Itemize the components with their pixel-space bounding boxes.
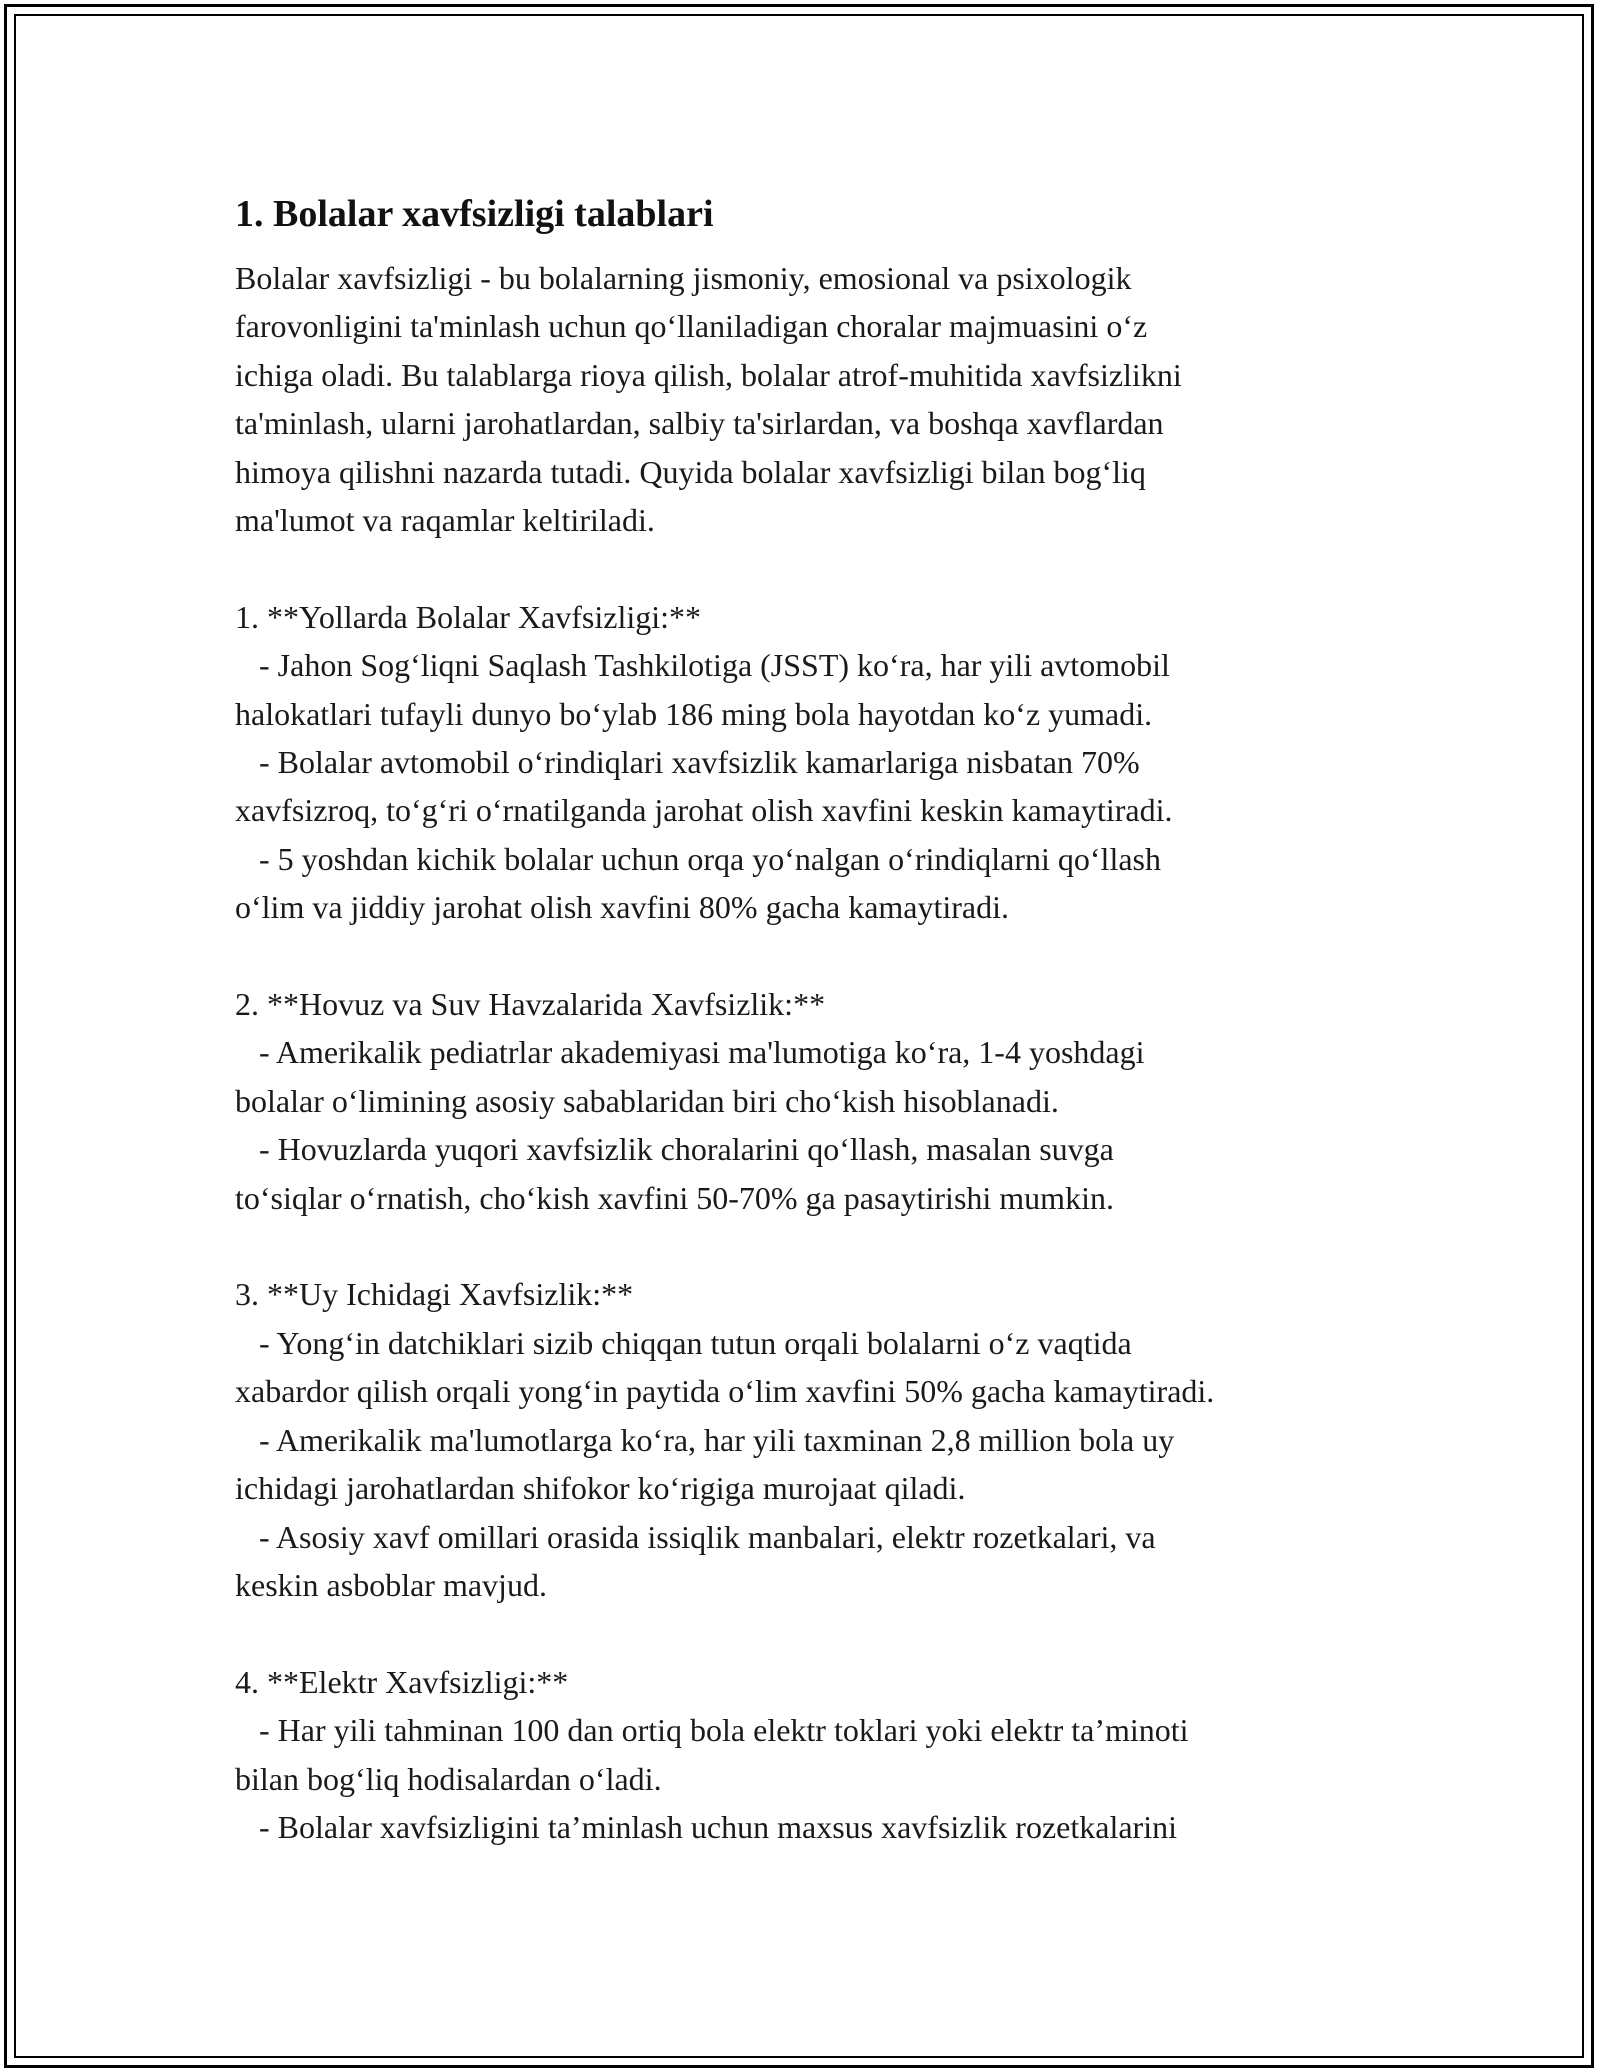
spacer (235, 1609, 1415, 1657)
spacer (235, 932, 1415, 980)
section-body-3: - Yong‘in datchiklari sizib chiqqan tutun orqali bolalarni o‘z vaqtida xabardor qilish orqali yong‘in paytida o‘lim xavfini 50% gacha kamaytiradi. - Amerikalik ma'lumotlarga ko‘ra, har yili taxminan 2,8 million bola uy ichidagi jarohatlardan shifokor ko‘rigiga murojaat qiladi. - Asosiy xavf omillari orasida issiqlik manbalari, elektr rozetkalari, va keskin asboblar mavjud. (235, 1324, 1215, 1603)
section-heading-2: 2. **Hovuz va Suv Havzalarida Xavfsizlik:** (235, 986, 826, 1023)
section-body-2: - Amerikalik pediatrlar akademiyasi ma'lumotiga ko‘ra, 1-4 yoshdagi bolalar o‘limining asosiy sabablaridan biri cho‘kish hisoblanadi. - Hovuzlarda yuqori xavfsizlik choralarini qo‘llash, masalan suvga to‘siqlar o‘rnatish, cho‘kish xavfini 50-70% ga pasaytirishi mumkin. (235, 1034, 1145, 1216)
section-heading-1: 1. **Yollarda Bolalar Xavfsizligi:** (235, 598, 702, 635)
spacer (235, 1222, 1415, 1270)
document-content (235, 188, 1415, 1851)
section-body-4: - Har yili tahminan 100 dan ortiq bola elektr toklari yoki elektr ta’minoti bilan bog‘liq hodisalardan o‘ladi. - Bolalar xavfsizligini ta’minlash uchun maxsus xavfsizlik rozetkalarini (235, 1712, 1189, 1845)
section-heading-4: 4. **Elektr Xavfsizligi:** (235, 1663, 569, 1700)
intro-paragraph: Bolalar xavfsizligi - bu bolalarning jismoniy, emosional va psixologik farovonligini ta'minlash uchun qo‘llaniladigan choralar majmuasini o‘z ichiga oladi. Bu talablarga rioya qilish, bolalar atrof-muhitida xavfsizlikni ta'minlash, ularni jarohatlardan, salbiy ta'sirlardan, va boshqa xavflardan himoya qilishni nazarda tutadi. Quyida bolalar xavfsizligi bilan bog‘liq ma'lumot va raqamlar keltiriladi. (235, 260, 1182, 539)
document-title: 1. Bolalar xavfsizligi talablari (235, 193, 714, 235)
section-body-1: - Jahon Sog‘liqni Saqlash Tashkilotiga (JSST) ko‘ra, har yili avtomobil halokatlari tufayli dunyo bo‘ylab 186 ming bola hayotdan ko‘z yumadi. - Bolalar avtomobil o‘rindiqlari xavfsizlik kamarlariga nisbatan 70% xavfsizroq, to‘g‘ri o‘rnatilganda jarohat olish xavfini keskin kamaytiradi. - 5 yoshdan kichik bolalar uchun orqa yo‘nalgan o‘rindiqlarni qo‘llash o‘lim va jiddiy jarohat olish xavfini 80% gacha kamaytiradi. (235, 647, 1173, 926)
section-heading-3: 3. **Uy Ichidagi Xavfsizlik:** (235, 1276, 634, 1313)
spacer (235, 544, 1415, 592)
